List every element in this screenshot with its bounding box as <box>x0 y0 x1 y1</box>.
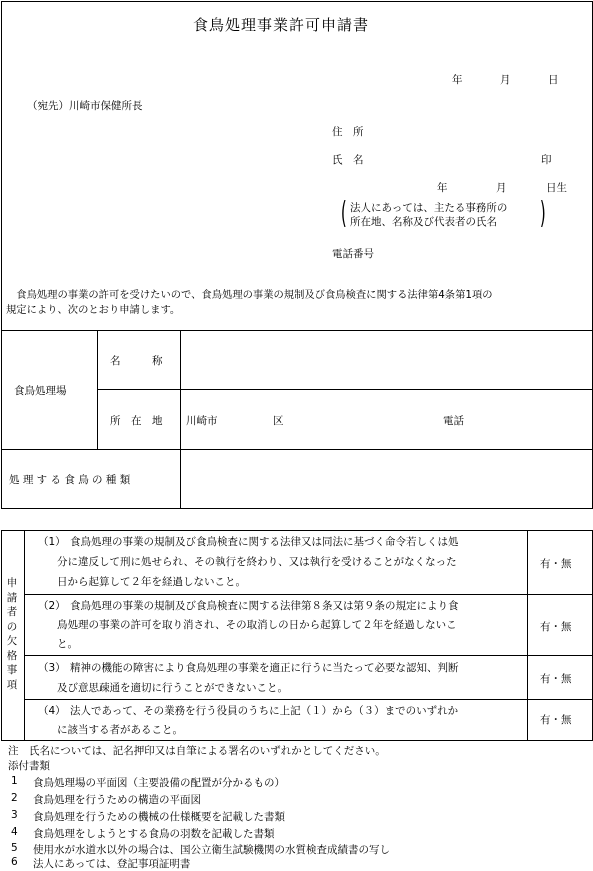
facility-ward: 区 <box>273 415 284 427</box>
disq-item-2-line-2: 鳥処理の事業の許可を取り消され、その取消しの日から起算して２年を経過しないこ <box>57 619 457 631</box>
disq-item-1-num: （1） <box>38 536 66 548</box>
date-day-label: 日 <box>548 74 559 86</box>
form-title: 食鳥処理事業許可申請書 <box>193 16 370 34</box>
disq-item-2-num: （2） <box>38 600 66 612</box>
date-month-label: 月 <box>500 74 511 86</box>
disq-row-3-bottom <box>24 699 593 700</box>
corp-note-line-2: 所在地、名称及び代表者の氏名 <box>350 216 497 228</box>
disq-row-2-bottom <box>24 655 593 656</box>
disq-item-1-line-1: 食鳥処理の事業の規制及び食鳥検査に関する法律又は同法に基づく命令若しくは処 <box>70 536 459 548</box>
facility-col-2 <box>180 330 181 508</box>
disq-side-col <box>24 530 25 741</box>
birth-year-label: 年 <box>437 182 448 194</box>
name-label: 氏 名 <box>332 154 364 166</box>
attachment-num: 5 <box>11 842 18 854</box>
birth-day-label: 日生 <box>546 182 567 194</box>
disq-row-1-bottom <box>24 594 593 595</box>
attachment-num: 3 <box>11 809 18 821</box>
facility-row-mid <box>97 389 592 390</box>
addressee: （宛先）川崎市保健所長 <box>27 100 143 112</box>
facility-location-label: 所 在 地 <box>110 415 163 427</box>
open-bracket: ( <box>340 196 347 231</box>
facility-row-bottom <box>1 449 592 450</box>
attachment-num: 1 <box>11 775 18 787</box>
seal-mark: 印 <box>541 154 552 166</box>
date-year-label: 年 <box>452 74 463 86</box>
attachment-text: 食鳥処理を行うための機械の仕様概要を記載した書類 <box>33 811 285 823</box>
disq-item-4-answer: 有・無 <box>540 714 572 726</box>
phone-label: 電話番号 <box>332 248 374 260</box>
facility-table-top <box>1 330 592 331</box>
disq-item-1-line-3: 日から起算して２年を経過しないこと。 <box>57 576 246 588</box>
attachment-text: 食鳥処理をしようとする食鳥の羽数を記載した書類 <box>33 828 275 840</box>
address-label: 住 所 <box>332 126 364 138</box>
attachment-num: 4 <box>11 826 18 838</box>
facility-city: 川崎市 <box>186 415 218 427</box>
attachments-title: 添付書類 <box>8 760 50 772</box>
body-text-line-1: 食鳥処理の事業の許可を受けたいので、食鳥処理の事業の規制及び食鳥検査に関する法律第4条第1項の <box>6 289 493 301</box>
corp-note-line-1: 法人にあっては、主たる事務所の <box>350 202 508 214</box>
facility-section-label: 食鳥処理場 <box>14 385 67 397</box>
attachment-text: 食鳥処理を行うための構造の平面図 <box>33 794 201 806</box>
disq-item-3-line-2: 及び意思疎通を適切に行うことができないこと。 <box>57 682 288 694</box>
disq-item-4-line-1: 法人であって、その業務を行う役員のうちに上記（１）から（３）までのいずれか <box>70 705 459 717</box>
disq-item-2-line-1: 食鳥処理の事業の規制及び食鳥検査に関する法律第８条又は第９条の規定により食 <box>70 600 459 612</box>
disq-item-2-line-3: と。 <box>57 638 78 650</box>
disq-item-4-line-2: に該当する者があること。 <box>57 724 183 736</box>
attachment-text: 使用水が水道水以外の場合は、国公立衛生試験機関の水質検査成績書の写し <box>33 844 390 856</box>
disq-answer-col <box>527 530 528 741</box>
facility-phone-label: 電話 <box>443 415 464 427</box>
attachment-text: 法人にあっては、登記事項証明書 <box>33 858 191 870</box>
disq-item-3-line-1: 精神の機能の障害により食鳥処理の事業を適正に行うに当たって必要な認知、判断 <box>70 662 459 674</box>
disq-item-2-answer: 有・無 <box>540 621 572 633</box>
disq-item-1-line-2: 分に違反して刑に処せられ、その執行を終わり、又は執行を受けることがなくなった <box>57 556 457 568</box>
facility-name-label: 名 称 <box>110 355 163 367</box>
signature-note: 注 氏名については、記名押印又は自筆による署名のいずれかとしてください。 <box>8 745 386 757</box>
disq-side-label: 申 請 者 の 欠 格 事 項 <box>6 577 18 691</box>
disq-item-3-num: （3） <box>38 662 66 674</box>
close-bracket: ) <box>539 196 546 231</box>
disq-item-1-answer: 有・無 <box>540 558 572 570</box>
attachment-text: 食鳥処理場の平面図（主要設備の配置が分かるもの） <box>33 777 285 789</box>
attachment-num: 2 <box>11 792 18 804</box>
bird-types-label: 処 理 す る 食 鳥 の 種 類 <box>9 474 131 486</box>
attachment-num: 6 <box>11 856 18 868</box>
body-text-line-2: 規定により、次のとおり申請します。 <box>6 304 181 316</box>
birth-month-label: 月 <box>496 182 507 194</box>
disq-item-3-answer: 有・無 <box>540 673 572 685</box>
disq-item-4-num: （4） <box>38 705 66 717</box>
